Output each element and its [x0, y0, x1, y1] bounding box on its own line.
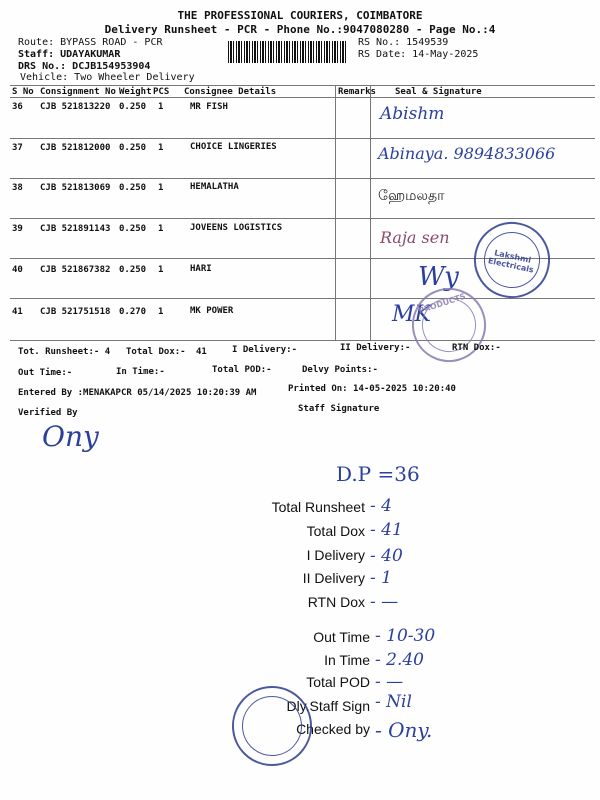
col-header-signature: Seal & Signature: [395, 87, 482, 97]
out-time: Out Time:-: [18, 368, 73, 378]
total-dox-value: 41: [196, 347, 207, 357]
verified-by: Verified By: [18, 408, 78, 418]
row-signature: MK: [392, 302, 431, 327]
form-label: Checked by: [296, 721, 370, 737]
row-consignment: CJB 521813220: [40, 102, 111, 112]
rtn-dox: RTN Dox:-: [452, 343, 501, 353]
barcode: [228, 41, 348, 63]
form-label: Total Dox: [306, 523, 365, 539]
form-label: II Delivery: [302, 570, 365, 586]
row-divider: [10, 298, 595, 299]
row-consignee: HEMALATHA: [190, 182, 239, 192]
office-seal-stamp: [227, 681, 317, 771]
remarks-left-rule: [335, 85, 336, 340]
rs-number: RS No.: 1549539: [358, 37, 449, 48]
row-sno: 39: [12, 224, 23, 234]
row-sno: 40: [12, 265, 23, 275]
row-consignee: HARI: [190, 264, 212, 274]
row-signature: Abinaya. 9894833066: [378, 144, 556, 163]
runsheet-title: Delivery Runsheet - PCR - Phone No.:9047080280 - Page No.:4: [104, 23, 496, 36]
row-consignee: JOVEENS LOGISTICS: [190, 223, 283, 233]
row-consignment: CJB 521751518: [40, 307, 111, 317]
row-consignee: MK POWER: [190, 306, 234, 316]
row-weight: 0.270: [119, 307, 147, 317]
row-pcs: 1: [158, 183, 164, 193]
table-header-rule: [10, 97, 595, 98]
row-weight: 0.250: [119, 224, 147, 234]
row-consignee: CHOICE LINGERIES: [190, 142, 277, 152]
row-signature: Abishm: [380, 104, 445, 124]
total-pod: Total POD:-: [212, 365, 272, 375]
row-sno: 36: [12, 102, 23, 112]
company-name: THE PROFESSIONAL COURIERS, COIMBATORE: [177, 9, 423, 22]
col-header-weight: Weight: [119, 87, 152, 97]
row-pcs: 1: [158, 143, 164, 153]
table-bottom-rule: [10, 340, 595, 341]
col-header-consignment: Consignment No: [40, 87, 116, 97]
total-dox-label: Total Dox:-: [126, 347, 186, 357]
staff-text: Staff: UDAYAKUMAR: [18, 49, 121, 60]
row-divider: [10, 178, 595, 179]
printed-on: Printed On: 14-05-2025 10:20:40: [288, 384, 456, 394]
row-signature: Wy: [418, 262, 459, 292]
rs-date: RS Date: 14-May-2025: [358, 49, 479, 60]
form-value: - —: [370, 592, 399, 612]
row-weight: 0.250: [119, 102, 147, 112]
row-consignment: CJB 521813069: [40, 183, 111, 193]
row-sno: 37: [12, 143, 23, 153]
row-signature: Raja sen: [380, 228, 450, 247]
col-header-pcs: PCS: [153, 87, 170, 97]
row-weight: 0.250: [119, 143, 147, 153]
row-consignment: CJB 521867382: [40, 265, 111, 275]
delvy-points: Delvy Points:-: [302, 365, 378, 375]
entered-by: Entered By :MENAKAPCR 05/14/2025 10:20:39 AM: [18, 388, 257, 398]
row-consignee: MR FISH: [190, 102, 228, 112]
route-text: Route: BYPASS ROAD - PCR: [18, 37, 163, 48]
row-weight: 0.250: [119, 265, 147, 275]
form-value: - 4: [370, 496, 392, 516]
row-weight: 0.250: [119, 183, 147, 193]
form-value: - 1: [370, 568, 392, 588]
form-label: I Delivery: [306, 547, 365, 563]
row-signature: ஹேமலதா: [378, 188, 445, 204]
form-value: - 41: [370, 520, 403, 540]
col-header-consignee: Consignee Details: [184, 87, 277, 97]
table-top-rule: [10, 85, 595, 86]
row-pcs: 1: [158, 224, 164, 234]
col-header-sno: S No: [12, 87, 34, 97]
row-consignment: CJB 521891143: [40, 224, 111, 234]
form-value: - 2.40: [375, 650, 424, 670]
i-delivery: I Delivery:-: [232, 345, 298, 355]
form-value: - 10-30: [375, 626, 436, 646]
products-stamp: PRODUCTS: [402, 278, 495, 371]
remarks-right-rule: [370, 85, 371, 340]
form-label: Total Runsheet: [271, 499, 365, 515]
row-sno: 41: [12, 307, 23, 317]
row-divider: [10, 138, 595, 139]
form-value: - 40: [370, 546, 403, 566]
verified-signature: Ony: [42, 420, 99, 453]
row-pcs: 1: [158, 307, 164, 317]
tot-runsheet: Tot. Runsheet:- 4: [18, 347, 111, 357]
form-label: Total POD: [306, 674, 370, 690]
form-label: Dly.Staff Sign: [286, 698, 370, 714]
form-value: - —: [375, 672, 404, 692]
in-time: In Time:-: [116, 367, 165, 377]
dp-note: D.P =36: [336, 462, 420, 486]
row-divider: [10, 218, 595, 219]
ii-delivery: II Delivery:-: [340, 343, 411, 353]
form-label: Out Time: [313, 629, 370, 645]
form-label: In Time: [324, 652, 370, 668]
form-value: - Ony.: [375, 718, 433, 742]
drs-number: DRS No.: DCJB154953904: [18, 61, 151, 72]
col-header-remarks: Remarks: [338, 87, 376, 97]
vehicle-text: Vehicle: Two Wheeler Delivery: [20, 72, 195, 83]
row-pcs: 1: [158, 265, 164, 275]
row-consignment: CJB 521812000: [40, 143, 111, 153]
staff-signature-label: Staff Signature: [298, 404, 380, 414]
form-value: - Nil: [375, 692, 412, 712]
electricals-stamp: Lakshmi Electricals: [467, 215, 557, 305]
row-sno: 38: [12, 183, 23, 193]
row-pcs: 1: [158, 102, 164, 112]
form-label: RTN Dox: [307, 594, 365, 610]
